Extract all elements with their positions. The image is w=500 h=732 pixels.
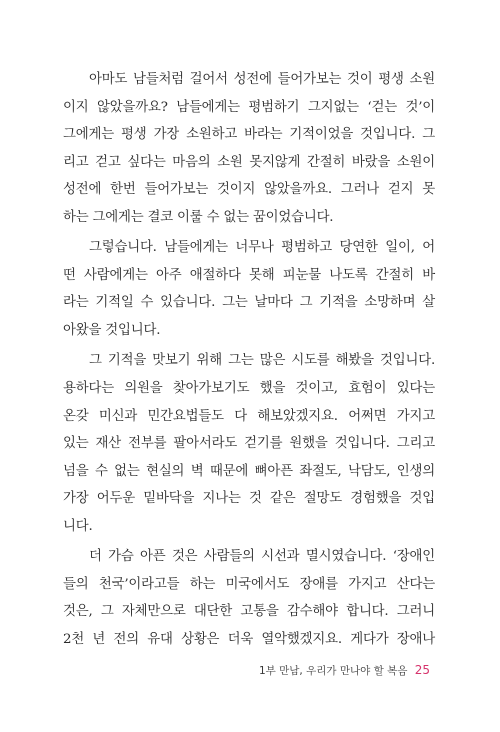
text-line: 리고 걷고 싶다는 마음의 소원 못지않게 간절히 바랐을 소원이 bbox=[63, 154, 435, 170]
text-line: 넘을 수 없는 현실의 벽 때문에 뼈아픈 좌절도, 낙담도, 인생의 bbox=[63, 463, 435, 479]
text-line: 그 기적을 맛보기 위해 그는 많은 시도를 해봤을 것입니다. bbox=[89, 353, 435, 369]
page-footer bbox=[259, 663, 430, 678]
text-line: 그렇습니다. 남들에게는 너무나 평범하고 당연한 일이, 어 bbox=[89, 240, 435, 256]
text-line: 성전에 한번 들어가보는 것이지 않았을까요. 그러나 걷지 못 bbox=[63, 182, 435, 198]
text-line: 가장 어두운 밑바닥을 지나는 것 같은 절망도 경험했을 것입 bbox=[63, 491, 435, 507]
paragraph-4 bbox=[63, 543, 435, 653]
text-line: 이지 않았을까요? 남들에게는 평범하기 그지없는 ‘걷는 것’이 bbox=[63, 99, 435, 115]
text-line: 온갖 미신과 민간요법들도 다 해보았겠지요. 어쩌면 가지고 bbox=[63, 408, 435, 424]
text-line: 그에게는 평생 가장 소원하고 바라는 기적이었을 것입니다. 그 bbox=[63, 127, 435, 143]
paragraph-3 bbox=[63, 347, 435, 540]
text-line: 떤 사람에게는 아주 애절하다 못해 피눈물 나도록 간절히 바 bbox=[63, 267, 435, 283]
paragraph-2 bbox=[63, 234, 435, 344]
body-text bbox=[63, 66, 435, 656]
text-line: 들의 천국’이라고들 하는 미국에서도 장애를 가지고 산다는 bbox=[63, 576, 435, 592]
text-line: 있는 재산 전부를 팔아서라도 걷기를 원했을 것입니다. 그리고 bbox=[63, 436, 435, 452]
page-number: 25 bbox=[414, 663, 430, 677]
text-line: 2천 년 전의 유대 상황은 더욱 열악했겠지요. 게다가 장애나 bbox=[63, 631, 435, 647]
running-title: 1부 만남, 우리가 만나야 할 복음 bbox=[258, 665, 408, 677]
text-line: 아왔을 것입니다. bbox=[63, 322, 161, 338]
text-line: 니다. bbox=[63, 518, 93, 534]
text-line: 아마도 남들처럼 걸어서 성전에 들어가보는 것이 평생 소원 bbox=[89, 72, 435, 87]
text-line: 더 가슴 아픈 것은 사람들의 시선과 멸시였습니다. ‘장애인 bbox=[89, 549, 435, 565]
text-line: 하는 그에게는 결코 이룰 수 없는 꿈이었습니다. bbox=[63, 209, 334, 225]
text-line: 용하다는 의원을 찾아가보기도 했을 것이고, 효험이 있다는 bbox=[63, 381, 435, 397]
paragraph-1 bbox=[63, 66, 435, 231]
text-line: 라는 기적일 수 있습니다. 그는 날마다 그 기적을 소망하며 살 bbox=[63, 295, 435, 311]
text-line: 것은, 그 자체만으로 대단한 고통을 감수해야 합니다. 그러니 bbox=[63, 604, 435, 620]
